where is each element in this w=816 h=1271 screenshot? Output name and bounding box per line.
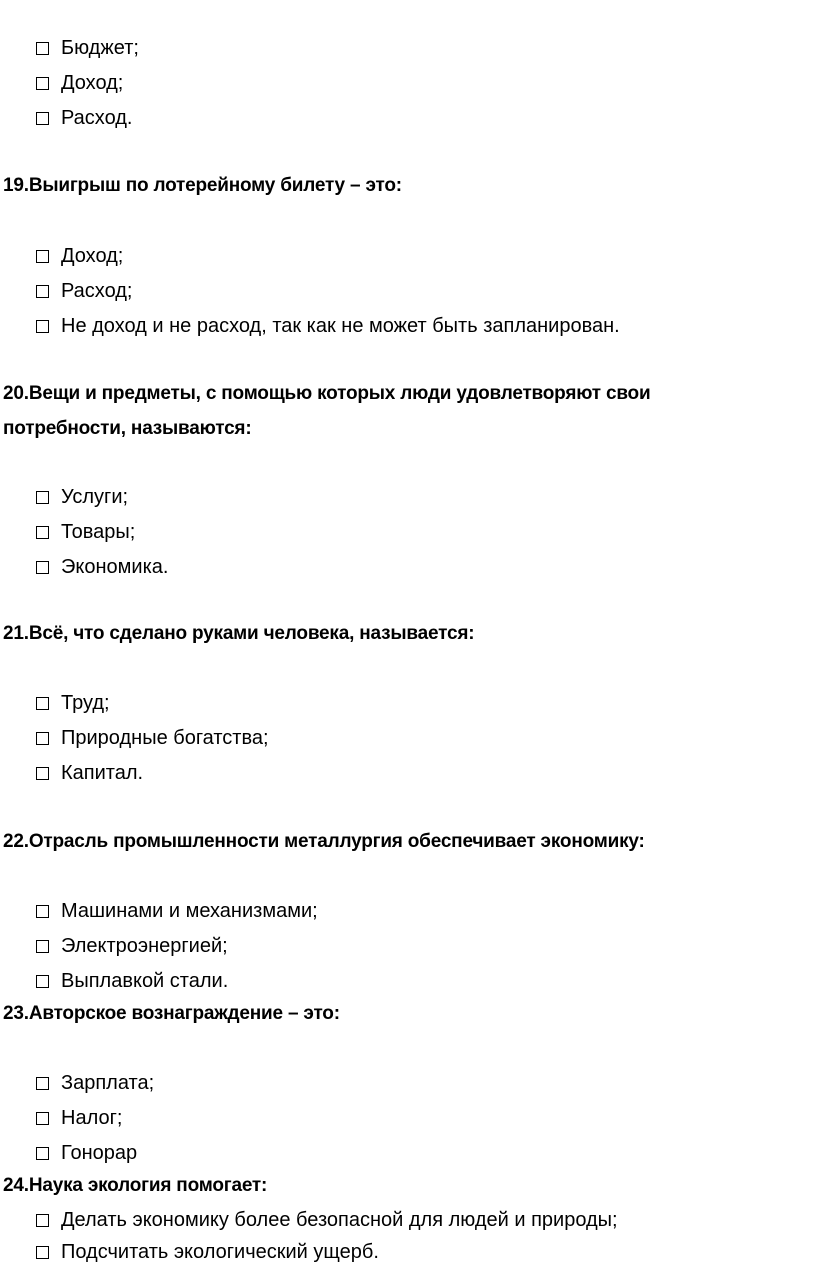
option-label: Машинами и механизмами; xyxy=(61,900,318,922)
q20-option-3[interactable] xyxy=(36,553,168,581)
checkbox[interactable] xyxy=(36,77,49,90)
checkbox[interactable] xyxy=(36,940,49,953)
option-label: Природные богатства; xyxy=(61,727,269,749)
q23-option-3[interactable] xyxy=(36,1139,137,1167)
option-label: Гонорар xyxy=(61,1142,138,1164)
option-label: Доход; xyxy=(61,72,124,94)
checkbox[interactable] xyxy=(36,491,49,504)
option-label: Услуги; xyxy=(61,486,129,508)
q22-option-3[interactable] xyxy=(36,967,228,995)
option-label: Экономика. xyxy=(61,556,169,578)
q19-option-1[interactable] xyxy=(36,242,123,270)
option-label: Зарплата; xyxy=(61,1072,155,1094)
option-label: Выплавкой стали. xyxy=(61,970,229,992)
option-label: Делать экономику более безопасной для людей и природы; xyxy=(61,1209,618,1231)
q23-option-1[interactable] xyxy=(36,1069,154,1097)
q21-option-3[interactable] xyxy=(36,759,143,787)
option-income[interactable] xyxy=(36,69,123,97)
question-24-title: 24.Наука экология помогает: xyxy=(3,1175,268,1196)
q19-option-3[interactable] xyxy=(36,312,620,340)
option-expense[interactable] xyxy=(36,104,132,132)
question-19-title: 19.Выигрыш по лотерейному билету – это: xyxy=(3,175,402,196)
option-label: Расход. xyxy=(61,107,133,129)
option-label: Не доход и не расход, так как не может быть запланирован. xyxy=(61,315,620,337)
checkbox[interactable] xyxy=(36,1077,49,1090)
checkbox[interactable] xyxy=(36,1214,49,1227)
checkbox[interactable] xyxy=(36,112,49,125)
checkbox[interactable] xyxy=(36,1112,49,1125)
option-label: Товары; xyxy=(61,521,136,543)
q24-option-2[interactable] xyxy=(36,1238,379,1266)
option-label: Электроэнергией; xyxy=(61,935,228,957)
q19-option-2[interactable] xyxy=(36,277,132,305)
checkbox[interactable] xyxy=(36,905,49,918)
checkbox[interactable] xyxy=(36,697,49,710)
checkbox[interactable] xyxy=(36,1246,49,1259)
checkbox[interactable] xyxy=(36,767,49,780)
checkbox[interactable] xyxy=(36,320,49,333)
option-label: Труд; xyxy=(61,692,110,714)
option-label: Бюджет; xyxy=(61,37,139,59)
checkbox[interactable] xyxy=(36,42,49,55)
checkbox[interactable] xyxy=(36,561,49,574)
q23-option-2[interactable] xyxy=(36,1104,122,1132)
option-label: Доход; xyxy=(61,245,124,267)
question-21-title: 21.Всё, что сделано руками человека, называется: xyxy=(3,623,475,644)
checkbox[interactable] xyxy=(36,1147,49,1160)
q22-option-2[interactable] xyxy=(36,932,228,960)
question-20-title-line1: 20.Вещи и предметы, с помощью которых люди удовлетворяют свои xyxy=(3,383,651,404)
question-22-title: 22.Отрасль промышленности металлургия обеспечивает экономику: xyxy=(3,831,645,852)
q21-option-1[interactable] xyxy=(36,689,110,717)
question-23-title: 23.Авторское вознаграждение – это: xyxy=(3,1003,340,1024)
option-label: Налог; xyxy=(61,1107,123,1129)
question-20-title-line2: потребности, называются: xyxy=(3,418,252,439)
q20-option-1[interactable] xyxy=(36,483,128,511)
q21-option-2[interactable] xyxy=(36,724,269,752)
q20-option-2[interactable] xyxy=(36,518,135,546)
option-label: Расход; xyxy=(61,280,133,302)
q24-option-1[interactable] xyxy=(36,1206,618,1234)
option-budget[interactable] xyxy=(36,34,139,62)
checkbox[interactable] xyxy=(36,250,49,263)
checkbox[interactable] xyxy=(36,526,49,539)
checkbox[interactable] xyxy=(36,732,49,745)
option-label: Подсчитать экологический ущерб. xyxy=(61,1241,379,1263)
q22-option-1[interactable] xyxy=(36,897,318,925)
checkbox[interactable] xyxy=(36,285,49,298)
option-label: Капитал. xyxy=(61,762,144,784)
checkbox[interactable] xyxy=(36,975,49,988)
